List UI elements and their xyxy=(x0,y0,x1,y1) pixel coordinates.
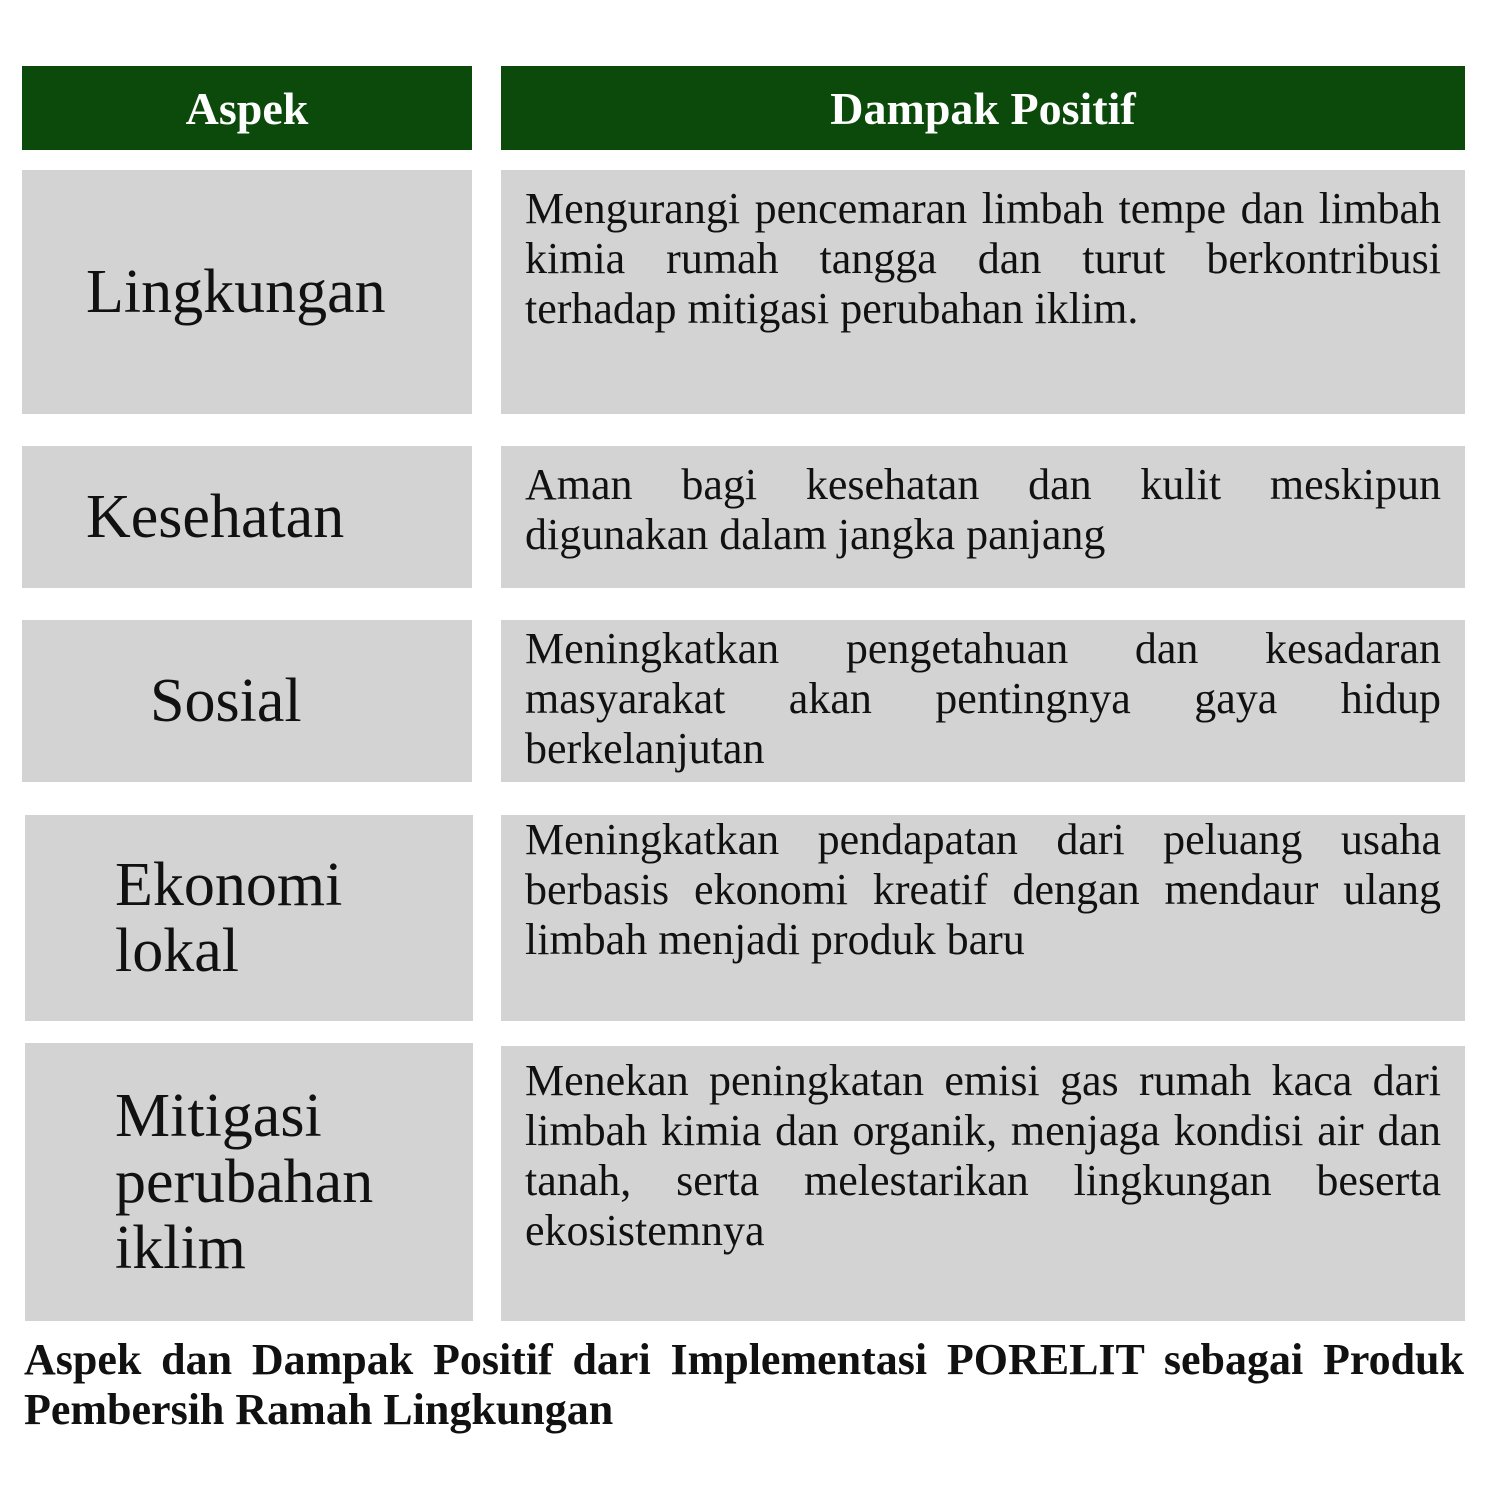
aspek-label: Kesehatan xyxy=(86,483,345,551)
aspek-label: Sosial xyxy=(150,667,302,735)
table-caption: Aspek dan Dampak Positif dari Implementasi PORELIT sebagai Produk Pembersih Ramah Lingkungan xyxy=(24,1335,1464,1434)
dampak-text: Meningkatkan pengetahuan dan kesadaran masyarakat akan pentingnya gaya hidup berkelanjutan xyxy=(525,624,1441,773)
row-aspek-cell xyxy=(22,620,472,782)
header-dampak-positif: Dampak Positif xyxy=(501,66,1465,150)
dampak-text: Meningkatkan pendapatan dari peluang usaha berbasis ekonomi kreatif dengan mendaur ulang limbah menjadi produk baru xyxy=(525,815,1441,964)
aspek-label: Ekonomi lokal xyxy=(115,851,343,985)
aspek-label: Mitigasi perubahan iklim xyxy=(115,1082,374,1282)
row-aspek-cell xyxy=(25,815,473,1021)
dampak-text: Menekan peningkatan emisi gas rumah kaca dari limbah kimia dan organik, menjaga kondisi air dan tanah, serta melestarikan lingkungan beserta ekosistemnya xyxy=(525,1056,1441,1255)
dampak-text: Aman bagi kesehatan dan kulit meskipun digunakan dalam jangka panjang xyxy=(525,460,1441,559)
dampak-text: Mengurangi pencemaran limbah tempe dan limbah kimia rumah tangga dan turut berkontribusi terhadap mitigasi perubahan iklim. xyxy=(525,184,1441,333)
row-dampak-cell xyxy=(501,620,1465,782)
row-aspek-cell xyxy=(25,1043,473,1321)
row-dampak-cell xyxy=(501,815,1465,1021)
header-aspek: Aspek xyxy=(22,66,472,150)
row-dampak-cell xyxy=(501,170,1465,414)
aspek-label: Lingkungan xyxy=(86,258,386,326)
row-aspek-cell xyxy=(22,446,472,588)
row-aspek-cell xyxy=(22,170,472,414)
row-dampak-cell xyxy=(501,1046,1465,1321)
row-dampak-cell xyxy=(501,446,1465,588)
